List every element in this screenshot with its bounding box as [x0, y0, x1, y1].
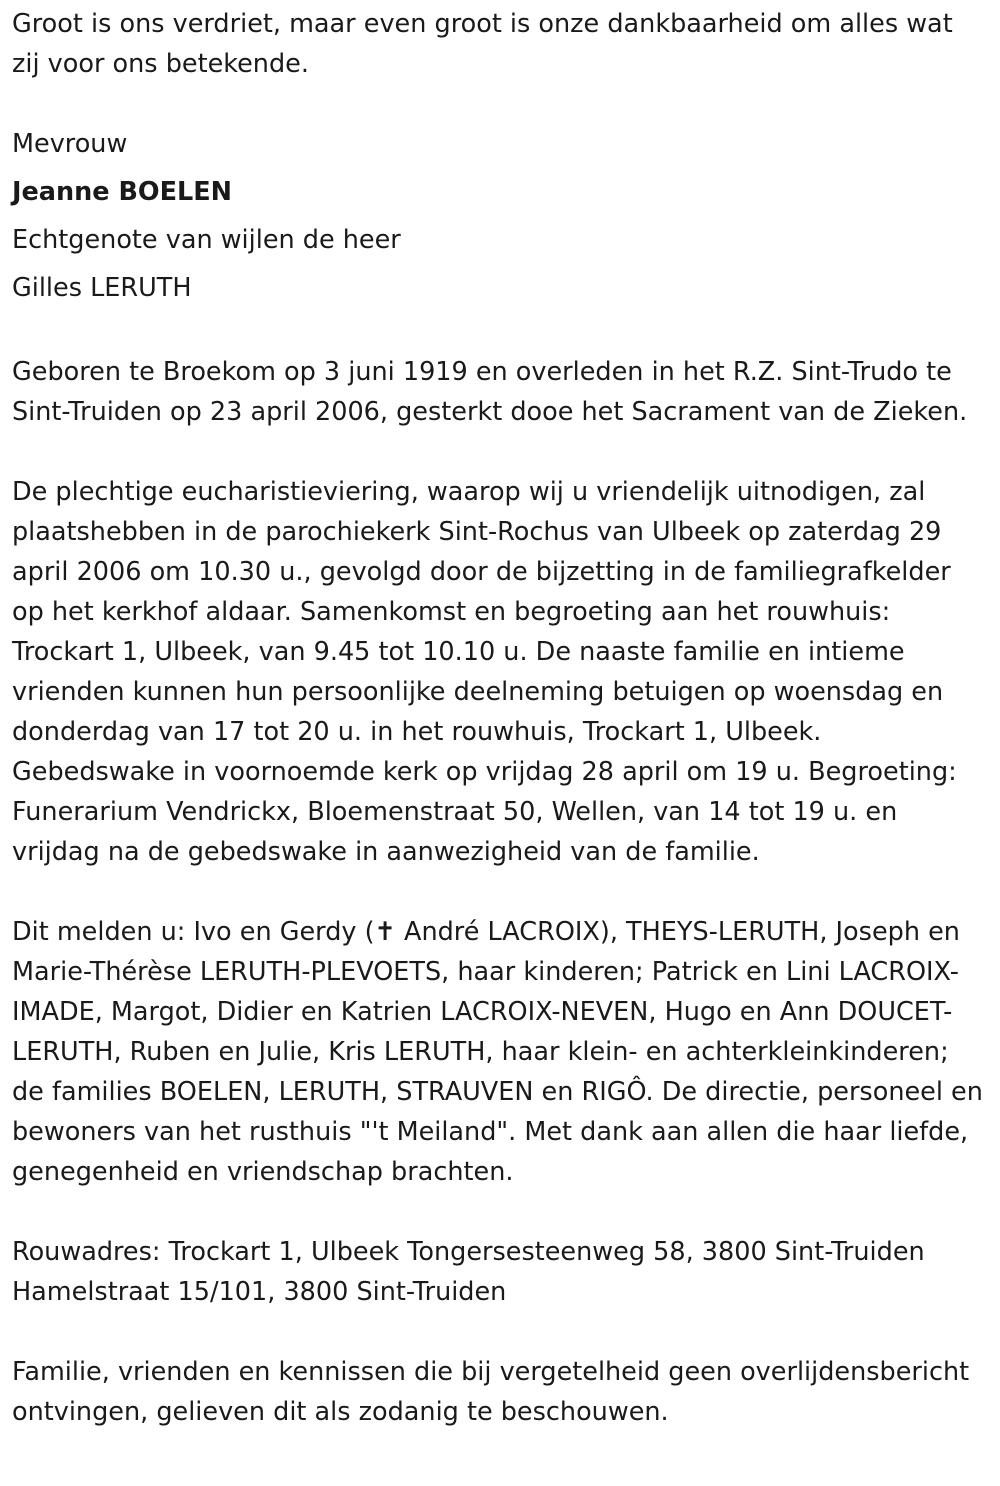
ceremony-paragraph: De plechtige eucharistieviering, waarop wij u vriendelijk uitnodigen, zal plaatshebben in de parochiekerk Sint-Rochus van Ulbeek op zaterdag 29 april 2006 om 10.30 u., gevolgd door de bijzetting in de familiegrafkelder op het kerkhof aldaar. Samenkomst en begroeting aan het rouwhuis: Trockart 1, Ulbeek, van 9.45 tot 10.10 u. De naaste familie en intieme vrienden kunnen hun persoonlijke deelneming betuigen op woensdag en donderdag van 17 tot 20 u. in het rouwhuis, Trockart 1, Ulbeek. Gebedswake in voornoemde kerk op vrijdag 28 april om 19 u. Begroeting: Funerarium Vendrickx, Bloemenstraat 50, Wellen, van 14 tot 19 u. en vrijdag na de gebedswake in aanwezigheid van de familie. — [12, 477, 957, 867]
spacer — [12, 1192, 988, 1232]
closing-paragraph: Familie, vrienden en kennissen die bij vergetelheid geen overlijdensbericht ontvingen, gelieven dit als zodanig te beschouwen. — [12, 1357, 970, 1427]
address-paragraph: Rouwadres: Trockart 1, Ulbeek Tongersesteenweg 58, 3800 Sint-Truiden Hamelstraat 15/101, 3800 Sint-Truiden — [12, 1237, 925, 1307]
spacer — [12, 432, 988, 472]
obituary-document — [12, 0, 988, 1432]
spacer — [12, 1312, 988, 1352]
announcement-paragraph: Dit melden u: Ivo en Gerdy (✝ André LACROIX), THEYS-LERUTH, Joseph en Marie-Thérèse LERUTH-PLEVOETS, haar kinderen; Patrick en Lini LACROIX-IMADE, Margot, Didier en Katrien LACROIX-NEVEN, Hugo en Ann DOUCET-LERUTH, Ruben en Julie, Kris LERUTH, haar klein- en achterkleinkinderen; de families BOELEN, LERUTH, STRAUVEN en RIGÔ. De directie, personeel en bewoners van het rusthuis "'t Meiland". Met dank aan allen die haar liefde, genegenheid en vriendschap brachten. — [12, 917, 983, 1187]
intro-text: Groot is ons verdriet, maar even groot is onze dankbaarheid om alles wat zij voor ons betekende. — [12, 9, 953, 79]
spacer — [12, 872, 988, 912]
spacer — [12, 84, 988, 124]
deceased-name: Jeanne BOELEN — [12, 177, 233, 207]
spouse-label: Echtgenote van wijlen de heer — [12, 225, 401, 255]
deceased-block — [12, 120, 988, 312]
birth-death-paragraph: Geboren te Broekom op 3 juni 1919 en overleden in het R.Z. Sint-Trudo te Sint-Truiden op 23 april 2006, gesterkt dooe het Sacrament van de Zieken. — [12, 357, 968, 427]
spouse-name: Gilles LERUTH — [12, 273, 192, 303]
title-text: Mevrouw — [12, 129, 128, 159]
spacer — [12, 312, 988, 352]
